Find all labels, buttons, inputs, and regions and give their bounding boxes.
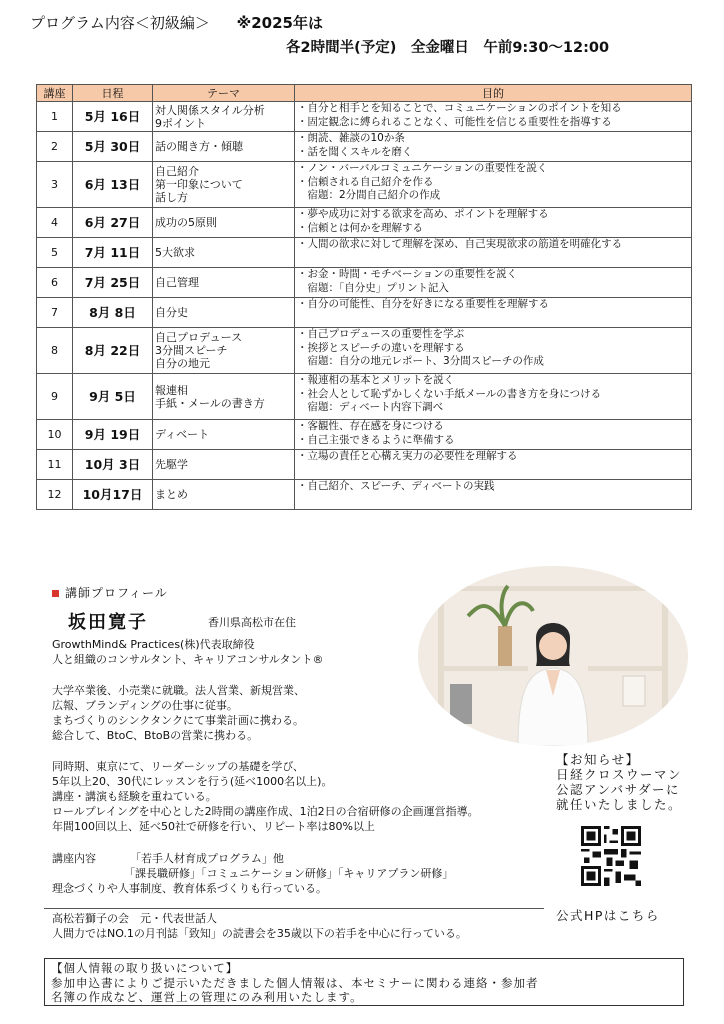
row-goal: ・自己紹介、スピーチ、ディベートの実践 [295,480,692,510]
program-title: プログラム内容＜初級編＞ [30,14,210,32]
row-theme: 先駆学 [153,450,295,480]
training-line: 同時期、東京にて、リーダーシップの基礎を学び、 [52,760,304,773]
row-date: 6月 27日 [73,208,153,238]
row-theme: ディベート [153,420,295,450]
divider [44,908,544,909]
schedule-note: 各2時間半(予定) 全金曜日 午前9:30～12:00 [286,40,610,56]
training-line: 講座・講演も経験を重ねている。 [52,790,217,803]
privacy-line: 参加申込書によりご提示いただきました個人情報は、本セミナーに関わる連絡・参加者 [51,975,539,990]
row-no: 8 [37,328,73,374]
row-goal: ・自分と相手とを知ることで、コミュニケーションのポイントを知る ・固定観念に縛られることなく、可能性を信じる重要性を指導する [295,102,692,132]
table-row [37,238,692,268]
col-header-goal: 目的 [295,85,692,102]
official-hp-label[interactable]: 公式HPはこちら [556,908,660,923]
row-date: 8月 22日 [73,328,153,374]
row-date: 10月17日 [73,480,153,510]
table-row [37,328,692,374]
row-theme: 自己プロデュース 3分間スピーチ 自分の地元 [153,328,295,374]
table-row [37,450,692,480]
table-row [37,132,692,162]
notice-block [556,752,682,812]
row-no: 3 [37,162,73,208]
training-line: 5年以上20、30代にレッスンを行う(延べ1000名以上)。 [52,775,333,788]
club-line: 高松若獅子の会 元・代表世話人 [52,912,217,925]
privacy-title: 【個人情報の取り扱いについて】 [51,961,239,975]
row-date: 7月 11日 [73,238,153,268]
row-theme: 自己管理 [153,268,295,298]
course-line: 「若手人材育成プログラム」他 [130,852,284,865]
row-theme: 対人関係スタイル分析 9ポイント [153,102,295,132]
row-goal: ・夢や成功に対する欲求を高め、ポイントを理解する ・信頼とは何かを理解する [295,208,692,238]
red-square-icon [52,590,59,597]
course-label: 講座内容 [52,852,96,865]
row-theme: 話の聞き方・傾聴 [153,132,295,162]
profile-label [52,584,168,601]
row-date: 7月 25日 [73,268,153,298]
table-row [37,374,692,420]
year-note: ※2025年は [236,14,323,32]
col-header-no: 講座 [37,85,73,102]
row-goal: ・お金・時間・モチベーションの重要性を説く 宿題：「自分史」プリント記入 [295,268,692,298]
course-note: 理念づくりや人事制度、教育体系づくりも行っている。 [52,882,327,895]
instructor-location: 香川県高松市在住 [208,616,296,629]
row-goal: ・客観性、存在感を身につける ・自己主張できるように準備する [295,420,692,450]
club-line: 人間力ではNO.1の月刊誌「致知」の読書会を35歳以下の若手を中心に行っている。 [52,927,467,940]
row-goal: ・報連相の基本とメリットを説く ・社会人として恥ずかしくない手紙メールの書き方を身につける 宿題：ディベート内容下調べ [295,374,692,420]
row-theme: 5大欲求 [153,238,295,268]
row-no: 5 [37,238,73,268]
row-no: 2 [37,132,73,162]
table-row [37,480,692,510]
table-row [37,102,692,132]
row-date: 10月 3日 [73,450,153,480]
row-no: 7 [37,298,73,328]
row-goal: ・自己プロデュースの重要性を学ぶ ・挨拶とスピーチの違いを理解する 宿題：自分の地元レポート、3分間スピーチの作成 [295,328,692,374]
career-line: 広報、ブランディングの仕事に従事。 [52,699,238,712]
training-line: 年間100回以上、延べ50社で研修を行い、リピート率は80%以上 [52,820,376,833]
career-line: 大学卒業後、小売業に就職。法人営業、新規営業、 [52,684,305,697]
row-date: 9月 19日 [73,420,153,450]
table-row [37,162,692,208]
row-date: 5月 16日 [73,102,153,132]
profile-title-line: GrowthMind& Practices(株)代表取締役 [52,638,255,651]
profile-title-line: 人と組織のコンサルタント、キャリアコンサルタント® [52,653,324,666]
col-header-date: 日程 [73,85,153,102]
row-no: 1 [37,102,73,132]
row-goal: ・朗読、雑談の10か条 ・話を聞くスキルを磨く [295,132,692,162]
notice-line: 公認アンバサダーに [556,782,681,797]
row-theme: まとめ [153,480,295,510]
row-no: 12 [37,480,73,510]
row-goal: ・自分の可能性、自分を好きになる重要性を理解する [295,298,692,328]
row-no: 9 [37,374,73,420]
privacy-line: 名簿の作成など、運営上の管理にのみ利用いたします。 [51,990,363,1004]
profile-label-text: 講師プロフィール [65,586,168,600]
row-no: 11 [37,450,73,480]
notice-line: 日経クロスウーマン [556,767,683,782]
training-line: ロールプレイングを中心とした2時間の講座作成、1泊2日の合宿研修の企画運営指導。 [52,805,479,818]
program-title-line [30,12,323,33]
notice-line: 就任いたしました。 [556,797,683,812]
row-goal: ・ノン・バーバルコミュニケーションの重要性を説く ・信頼される自己紹介を作る 宿題：2分間自己紹介の作成 [295,162,692,208]
row-theme: 成功の5原則 [153,208,295,238]
qr-code-icon[interactable] [581,826,641,886]
row-goal: ・人間の欲求に対して理解を深め、自己実現欲求の筋道を明確化する [295,238,692,268]
row-date: 6月 13日 [73,162,153,208]
career-line: まちづくりのシンクタンクにて事業計画に携わる。 [52,714,304,727]
row-date: 9月 5日 [73,374,153,420]
photo-illustration [418,566,688,746]
table-row [37,420,692,450]
row-date: 5月 30日 [73,132,153,162]
instructor-photo [418,566,688,746]
instructor-name: 坂田寛子 [68,612,148,633]
row-date: 8月 8日 [73,298,153,328]
notice-line: 【お知らせ】 [556,752,640,767]
privacy-box [44,958,684,1006]
table-row [37,268,692,298]
table-row [37,208,692,238]
career-line: 総合して、BtoC、BtoBの営業に携わる。 [52,729,259,742]
row-no: 4 [37,208,73,238]
col-header-theme: テーマ [153,85,295,102]
course-line: 「課長職研修」「コミュニケーション研修」「キャリアプラン研修」 [124,867,454,880]
row-theme: 報連相 手紙・メールの書き方 [153,374,295,420]
row-theme: 自己紹介 第一印象について 話し方 [153,162,295,208]
table-header-row [37,85,692,102]
row-no: 10 [37,420,73,450]
schedule-table [36,84,692,510]
table-row [37,298,692,328]
row-no: 6 [37,268,73,298]
row-theme: 自分史 [153,298,295,328]
row-goal: ・立場の責任と心構え実力の必要性を理解する [295,450,692,480]
